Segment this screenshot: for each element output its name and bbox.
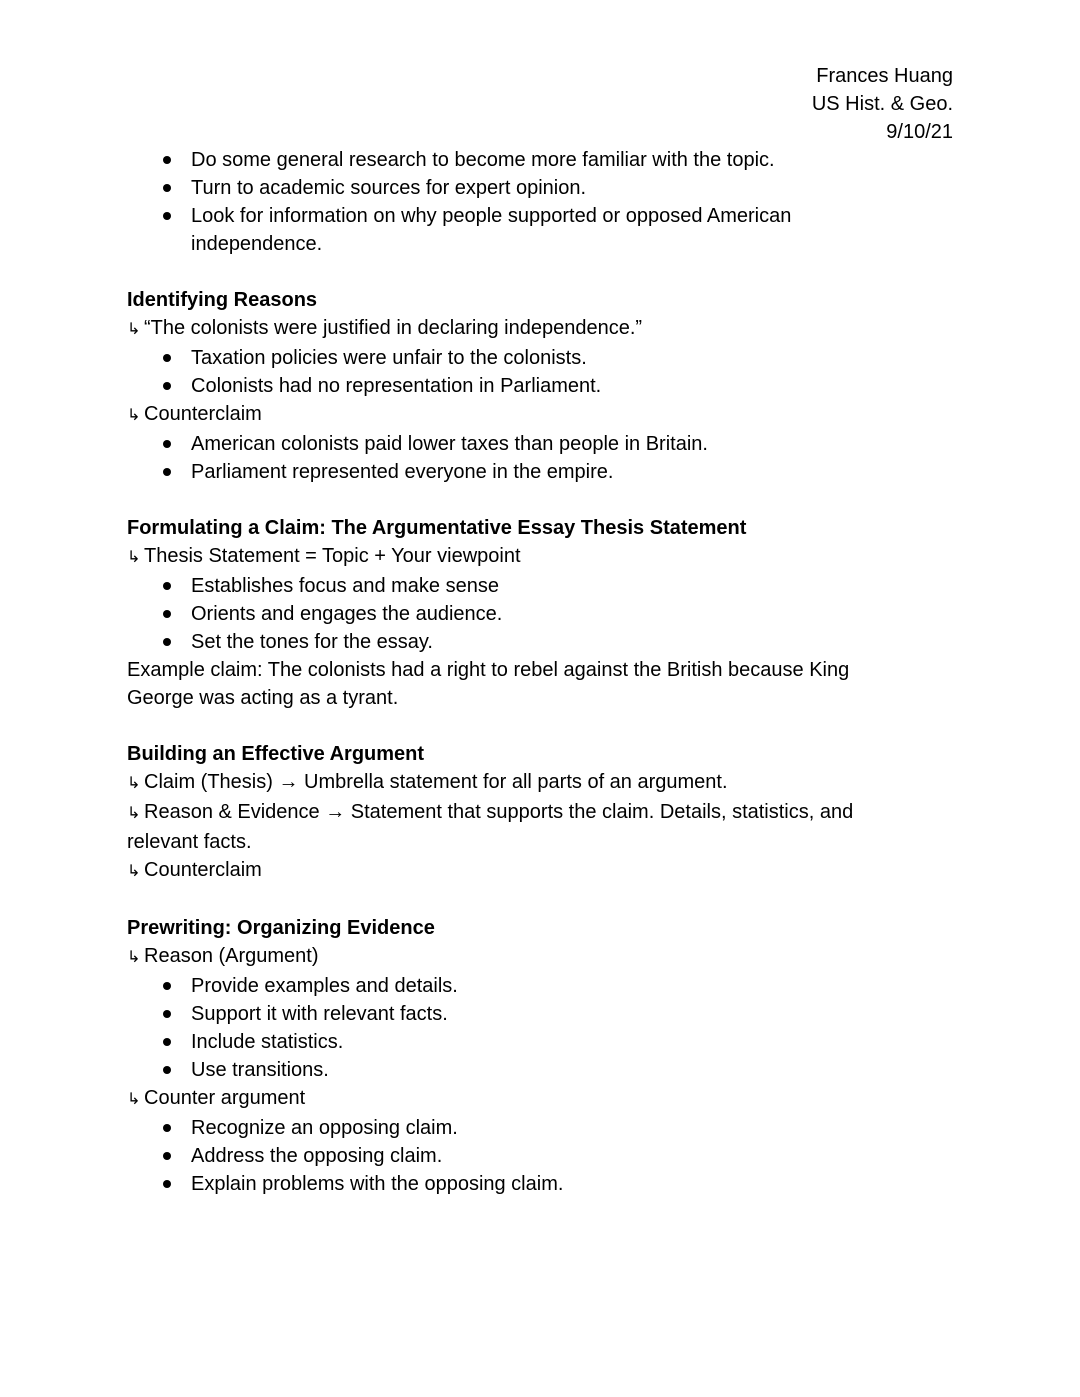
list-item: Include statistics. — [127, 1028, 953, 1056]
list-item: Colonists had no representation in Parliament. — [127, 372, 953, 400]
sub-arrow-icon: ↳ — [127, 949, 141, 966]
section-heading-prewriting: Prewriting: Organizing Evidence — [127, 917, 435, 939]
claim-thesis-line — [127, 768, 953, 798]
reason-bullet-list — [127, 972, 953, 1084]
thesis-bullet-list — [127, 572, 953, 656]
counterclaim-line — [127, 856, 953, 886]
list-item: Parliament represented everyone in the empire. — [127, 458, 953, 486]
reason-evidence-line — [127, 798, 917, 856]
reason-argument-text: Reason (Argument) — [144, 945, 319, 967]
sub-arrow-icon: ↳ — [127, 805, 141, 822]
counterclaim-text: Counterclaim — [144, 859, 262, 881]
author-name: Frances Huang — [816, 65, 953, 87]
example-claim: Example claim: The colonists had a right to rebel against the British because King George was acting as a tyrant. — [127, 659, 850, 709]
sub-arrow-icon: ↳ — [127, 321, 141, 338]
list-item: Turn to academic sources for expert opinion. — [127, 174, 953, 202]
counterclaim-text: Counterclaim — [144, 403, 262, 425]
list-item: Look for information on why people supported or opposed American independence. — [127, 202, 891, 258]
list-item: Explain problems with the opposing claim. — [127, 1170, 953, 1198]
claim-text: “The colonists were justified in declaring independence.” — [144, 317, 643, 339]
counterclaim-bullet-list — [127, 430, 953, 486]
list-item: Do some general research to become more familiar with the topic. — [127, 146, 953, 174]
document-date: 9/10/21 — [886, 121, 953, 143]
document-header — [127, 62, 953, 146]
counter-argument-text: Counter argument — [144, 1087, 306, 1109]
list-item: Taxation policies were unfair to the colonists. — [127, 344, 953, 372]
list-item: Set the tones for the essay. — [127, 628, 953, 656]
list-item: Establishes focus and make sense — [127, 572, 953, 600]
section-heading-building-argument: Building an Effective Argument — [127, 743, 425, 765]
list-item: Orients and engages the audience. — [127, 600, 953, 628]
course-name: US Hist. & Geo. — [811, 93, 953, 115]
sub-arrow-icon: ↳ — [127, 407, 141, 424]
counterclaim-line — [127, 400, 953, 430]
list-item: Provide examples and details. — [127, 972, 953, 1000]
sub-arrow-icon: ↳ — [127, 1091, 141, 1108]
reason-argument-line — [127, 942, 953, 972]
document-page — [127, 62, 953, 1198]
reason-evidence-text: Reason & Evidence → Statement that supports the claim. Details, statistics, and relevant facts. — [127, 801, 854, 853]
thesis-line — [127, 542, 953, 572]
list-item: Recognize an opposing claim. — [127, 1114, 953, 1142]
claim-bullet-list — [127, 344, 953, 400]
claim-thesis-text: Claim (Thesis) → Umbrella statement for all parts of an argument. — [144, 771, 728, 793]
sub-arrow-icon: ↳ — [127, 549, 141, 566]
list-item: Address the opposing claim. — [127, 1142, 953, 1170]
sub-arrow-icon: ↳ — [127, 863, 141, 880]
thesis-text: Thesis Statement = Topic + Your viewpoint — [144, 545, 521, 567]
section-heading-formulating-claim: Formulating a Claim: The Argumentative Essay Thesis Statement — [127, 517, 747, 539]
intro-bullet-list — [127, 146, 953, 258]
list-item: Support it with relevant facts. — [127, 1000, 953, 1028]
section-heading-identifying-reasons: Identifying Reasons — [127, 289, 318, 311]
counter-argument-line — [127, 1084, 953, 1114]
list-item: American colonists paid lower taxes than people in Britain. — [127, 430, 953, 458]
counter-argument-bullet-list — [127, 1114, 953, 1198]
sub-arrow-icon: ↳ — [127, 775, 141, 792]
claim-line — [127, 314, 953, 344]
list-item: Use transitions. — [127, 1056, 953, 1084]
